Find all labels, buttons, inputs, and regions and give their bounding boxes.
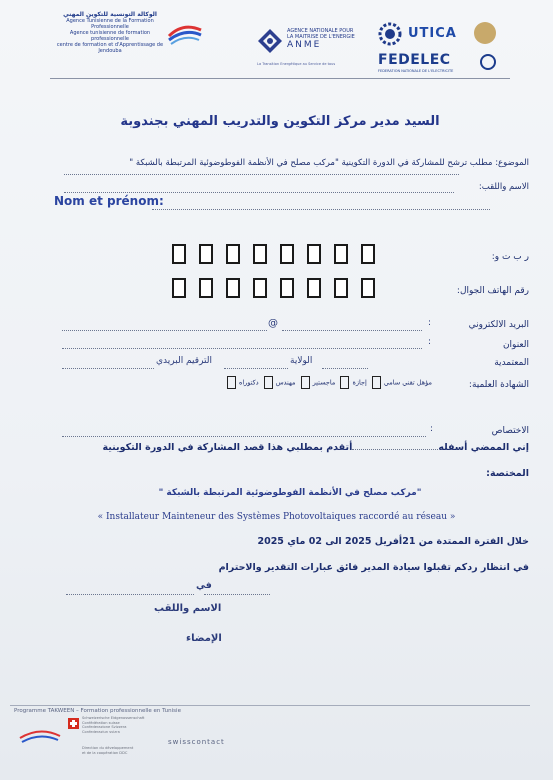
anme-full-name: AGENCE NATIONALE POUR LA MAITRISE DE L'ENERGIE	[287, 28, 355, 40]
email-label: البريد الالكتروني	[468, 320, 529, 330]
specialty-field[interactable]	[62, 436, 426, 437]
subject-underline	[64, 174, 459, 175]
utica-emblem-icon	[474, 22, 496, 44]
degree-option-master: ماجستير	[312, 378, 336, 387]
degree-label: الشهادة العلمية:	[468, 380, 529, 390]
postal-field[interactable]	[62, 368, 154, 369]
name-fr-label: Nom et prénom:	[54, 194, 164, 208]
ddc-text-2: et de la coopération DDC	[82, 750, 128, 755]
checkbox-licence[interactable]	[340, 376, 349, 389]
footer-divider	[10, 705, 530, 706]
governorate-label: الولاية	[290, 356, 313, 366]
phone-box[interactable]	[307, 278, 321, 298]
checkbox-bts[interactable]	[372, 376, 381, 389]
delegation-label: المعتمدية	[494, 358, 529, 368]
swisscontact-logo: swisscontact	[168, 738, 225, 746]
fedelec-name: FEDELEC	[378, 52, 451, 68]
phone-box[interactable]	[253, 278, 267, 298]
swiss-text-4: Confederaziun svizra	[82, 729, 120, 734]
name-fr-field[interactable]	[152, 209, 490, 210]
swiss-text-3: Confederazione Svizzera	[82, 725, 127, 730]
checkbox-engineer[interactable]	[264, 376, 273, 389]
degree-option-bts: مؤهل تقني سامي	[383, 378, 432, 387]
atfp-line-1: الوكالة التونسية للتكوين المهني	[63, 11, 157, 18]
specialty-label: الاختصاص	[491, 426, 529, 436]
cin-box[interactable]	[361, 244, 375, 264]
degree-option-engineer: مهندس	[275, 378, 296, 387]
atfp-logo	[42, 10, 187, 55]
governorate-field[interactable]	[224, 368, 288, 369]
request-line-1	[103, 442, 529, 453]
cin-box[interactable]	[172, 244, 186, 264]
place-prefix: في	[196, 580, 212, 591]
utica-name: UTICA	[408, 26, 457, 41]
fedelec-globe-icon	[480, 54, 496, 70]
phone-box[interactable]	[172, 278, 186, 298]
phone-box[interactable]	[334, 278, 348, 298]
subject-line: الموضوع: مطلب ترشح للمشاركة في الدورة التكوينية "مركب مصلح في الأنظمة الفوطوضوئية المرتبطة بالشبكة "	[129, 158, 529, 168]
request-line-2: المختصة:	[486, 468, 529, 479]
period-line: خلال الفترة الممتدة من 21أفريل 2025 الى 02 ماي 2025	[257, 536, 529, 547]
addressee-title: السيد مدير مركز التكوين والتدريب المهني بجندوبة	[120, 114, 440, 129]
cin-label: ر ب ت و:	[491, 252, 529, 262]
cin-box[interactable]	[307, 244, 321, 264]
anme-emblem-icon	[257, 28, 283, 54]
atfp-line-3: Agence tunisienne de formation professionnelle	[69, 30, 151, 42]
request-line-1-b: أتقدم بمطلبي هذا قصد المشاركة في الدورة التكوينية	[102, 442, 353, 453]
email-domain-field[interactable]	[282, 330, 422, 331]
date-field[interactable]	[204, 594, 270, 595]
fedelec-logo	[378, 52, 498, 78]
degree-options	[112, 376, 432, 389]
delegation-field[interactable]	[322, 368, 368, 369]
cin-box[interactable]	[334, 244, 348, 264]
fedelec-subtitle: FEDERATION NATIONALE DE L'ELECTRICITE	[378, 69, 454, 73]
phone-label: رقم الهاتف الجوال:	[456, 286, 529, 296]
place-field[interactable]	[66, 594, 194, 595]
request-name-field[interactable]	[352, 449, 438, 450]
email-at-sign: @	[268, 318, 278, 329]
email-colon: :	[428, 318, 432, 328]
gear-icon	[378, 22, 402, 46]
signature-label: الإمضاء	[186, 633, 222, 644]
signature-name-label: الاسم واللقب	[154, 603, 222, 614]
swiss-flag-icon	[68, 718, 79, 729]
closing-line: في انتظار ردكم تقبلوا سيادة المدير فائق عبارات التقدير والاحترام	[218, 562, 529, 573]
cin-box[interactable]	[253, 244, 267, 264]
address-field[interactable]	[62, 348, 422, 349]
utica-logo	[378, 22, 498, 52]
anme-acronym: ANME	[287, 40, 322, 50]
swiss-text-1: Schweizerische Eidgenossenschaft	[82, 716, 145, 720]
cin-box[interactable]	[199, 244, 213, 264]
phone-box[interactable]	[199, 278, 213, 298]
name-ar-field[interactable]	[64, 192, 454, 193]
ddc-text-1: Direction du développement	[82, 746, 134, 750]
degree-option-licence: إجازة	[352, 378, 367, 387]
address-colon: :	[428, 337, 432, 347]
atfp-line-4: centre de formation et d'Apprentissage de Jendouba	[56, 42, 164, 54]
address-label: العنوان	[502, 340, 529, 350]
atfp-line-2: Agence Tunisienne de la Formation Professionnelle	[66, 18, 154, 30]
name-ar-label: الاسم واللقب:	[478, 182, 529, 192]
specialty-colon: :	[430, 424, 434, 434]
anme-tagline: La Transition Energétique au Service de tous	[257, 62, 336, 66]
anme-logo	[255, 22, 360, 72]
cin-box[interactable]	[280, 244, 294, 264]
cin-box[interactable]	[226, 244, 240, 264]
degree-option-doctorate: دكتوراه	[238, 378, 259, 387]
course-title-fr: « Installateur Mainteneur des Systèmes Photovoltaiques raccordé au réseau »	[97, 512, 456, 522]
phone-box[interactable]	[280, 278, 294, 298]
atfp-swirl-icon	[167, 20, 203, 46]
course-title-ar: "مركب مصلح في الأنظمة الفوطوضوئية المرتبطة بالشبكة "	[158, 488, 422, 498]
phone-box[interactable]	[361, 278, 375, 298]
footer-program-text: Programme TAKWEEN – Formation professionnelle en Tunisie	[14, 708, 181, 714]
email-local-field[interactable]	[62, 330, 267, 331]
takween-logo	[18, 724, 62, 746]
checkbox-master[interactable]	[301, 376, 310, 389]
postal-label: الترقيم البريدي	[156, 356, 212, 366]
swiss-text-2: Confédération suisse	[82, 720, 120, 725]
checkbox-doctorate[interactable]	[227, 376, 236, 389]
header-divider	[50, 78, 510, 79]
phone-box[interactable]	[226, 278, 240, 298]
request-line-1-a: إني الممضي أسفله	[438, 442, 529, 453]
